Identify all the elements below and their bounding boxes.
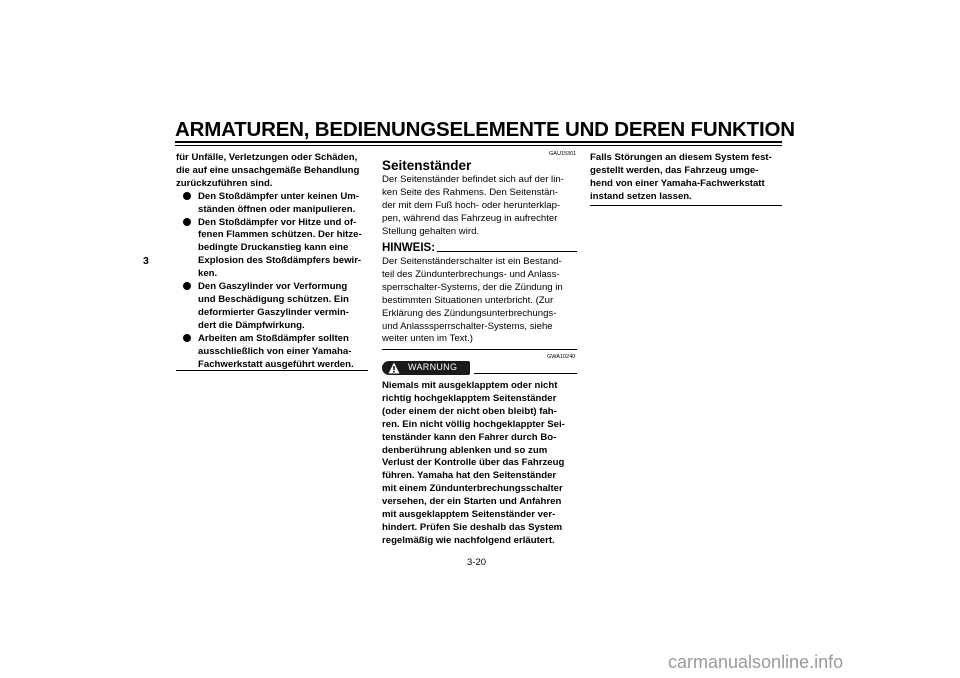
- text-line: bestimmten Situationen unterbricht. (Zur: [382, 294, 554, 306]
- text-line: ständen öffnen oder manipulieren.: [198, 203, 356, 215]
- bullet-item: [176, 281, 368, 333]
- chapter-tab: 3: [143, 255, 149, 267]
- text-line: sperrschalter-Systems, der die Zündung in: [382, 281, 563, 293]
- text-line: hend von einer Yamaha-Fachwerkstatt: [590, 177, 765, 189]
- text-line: richtig hochgeklapptem Seitenständer: [382, 392, 557, 404]
- col3-end-rule: [590, 205, 782, 206]
- text-line: teil des Zündunterbrechungs- und Anlass-: [382, 268, 560, 280]
- column-1: [176, 152, 368, 371]
- note-end-rule: [382, 349, 577, 350]
- text-line: Erklärung des Zündungsunterbrechungs-: [382, 307, 557, 319]
- section-code: GAU15301: [549, 151, 577, 157]
- note-label-rule: [437, 251, 577, 252]
- text-line: Den Stoßdämpfer vor Hitze und of-: [198, 216, 357, 228]
- text-line: und Anlasssperrschalter-Systems, siehe: [382, 320, 553, 332]
- text-line: Arbeiten am Stoßdämpfer sollten: [198, 332, 349, 344]
- text-line: Explosion des Stoßdämpfers bewir-: [198, 255, 362, 267]
- text-line: Falls Störungen an diesem System fest-: [590, 152, 772, 163]
- bullet-item: [176, 217, 368, 282]
- warning-label: WARNUNG: [408, 362, 458, 372]
- text-line: tenständer kann den Fahrer durch Bo-: [382, 431, 557, 443]
- text-line: denberührung ablenken und so zum: [382, 444, 548, 456]
- bullet-icon: [183, 218, 191, 226]
- page-header-title: ARMATUREN, BEDIENUNGSELEMENTE UND DEREN FUNKTION: [175, 118, 795, 141]
- text-line: der mit dem Fuß hoch- oder herunterklap-: [382, 199, 561, 211]
- text-line: bedingte Druckanstieg kann eine: [198, 242, 349, 254]
- text-line: regelmäßig wie nachfolgend erläutert.: [382, 534, 555, 546]
- text-line: Den Gaszylinder vor Verformung: [198, 281, 348, 293]
- text-line: hindert. Prüfen Sie deshalb das System: [382, 521, 563, 533]
- warning-badge: [382, 361, 470, 375]
- text-line: Den Stoßdämpfer unter keinen Um-: [198, 190, 359, 202]
- header-rule-thick: [175, 141, 782, 143]
- bullet-icon: [183, 282, 191, 290]
- text-line: führen. Yamaha hat den Seitenständer: [382, 470, 557, 482]
- header-rule-thin: [175, 145, 782, 146]
- col1-end-rule: [176, 370, 368, 371]
- text-line: weiter unten im Text.): [382, 333, 473, 345]
- text-line: und Beschädigung schützen. Ein: [198, 293, 349, 305]
- note-body: [382, 256, 582, 346]
- text-line: ken.: [198, 268, 218, 280]
- section-title: Seitenständer: [382, 158, 472, 173]
- text-line: dert die Dämpfwirkung.: [198, 319, 305, 331]
- warning-body: [382, 380, 582, 548]
- text-line: die auf eine unsachgemäße Behandlung: [176, 164, 360, 176]
- watermark: carmanualsonline.info: [668, 652, 844, 672]
- text-line: mit einem Zündunterbrechungsschalter: [382, 483, 563, 495]
- warning-label-rule: [474, 373, 577, 374]
- text-line: versehen, der ein Starten und Anfahren: [382, 496, 562, 508]
- text-line: ren. Ein nicht völlig hochgeklappter Sei-: [382, 418, 565, 430]
- col1-intro: [176, 152, 368, 191]
- warning-triangle-icon: [388, 362, 400, 374]
- text-line: fenen Flammen schützen. Der hitze-: [198, 229, 362, 241]
- column-3: [590, 152, 782, 204]
- text-line: für Unfälle, Verletzungen oder Schäden,: [176, 152, 358, 163]
- text-line: zurückzuführen sind.: [176, 177, 273, 189]
- bullet-icon: [183, 192, 191, 200]
- page-number: 3-20: [467, 557, 487, 568]
- text-line: pen, während das Fahrzeug in aufrechter: [382, 212, 558, 224]
- text-line: mit ausgeklapptem Seitenständer ver-: [382, 509, 556, 521]
- text-line: instand setzen lassen.: [590, 190, 692, 202]
- text-line: (oder einem der nicht oben bleibt) fah-: [382, 405, 557, 417]
- text-line: Niemals mit ausgeklapptem oder nicht: [382, 380, 558, 391]
- text-line: Der Seitenständer befindet sich auf der lin-: [382, 174, 564, 185]
- note-label: HINWEIS:: [382, 242, 436, 254]
- text-line: Der Seitenständerschalter ist ein Bestand-: [382, 256, 562, 267]
- bullet-item: [176, 333, 368, 372]
- text-line: ken Seite des Rahmens. Den Seitenstän-: [382, 186, 558, 198]
- text-line: Fachwerkstatt ausgeführt werden.: [198, 358, 354, 370]
- text-line: deformierter Gaszylinder vermin-: [198, 306, 349, 318]
- bullet-icon: [183, 334, 191, 342]
- text-line: Stellung gehalten wird.: [382, 225, 480, 237]
- text-line: Verlust der Kontrolle über das Fahrzeug: [382, 457, 565, 469]
- text-line: gestellt werden, das Fahrzeug umge-: [590, 164, 759, 176]
- bullet-item: [176, 191, 368, 217]
- section-body: [382, 174, 582, 239]
- warning-code: GWA10240: [547, 354, 576, 360]
- text-line: ausschließlich von einer Yamaha-: [198, 345, 352, 357]
